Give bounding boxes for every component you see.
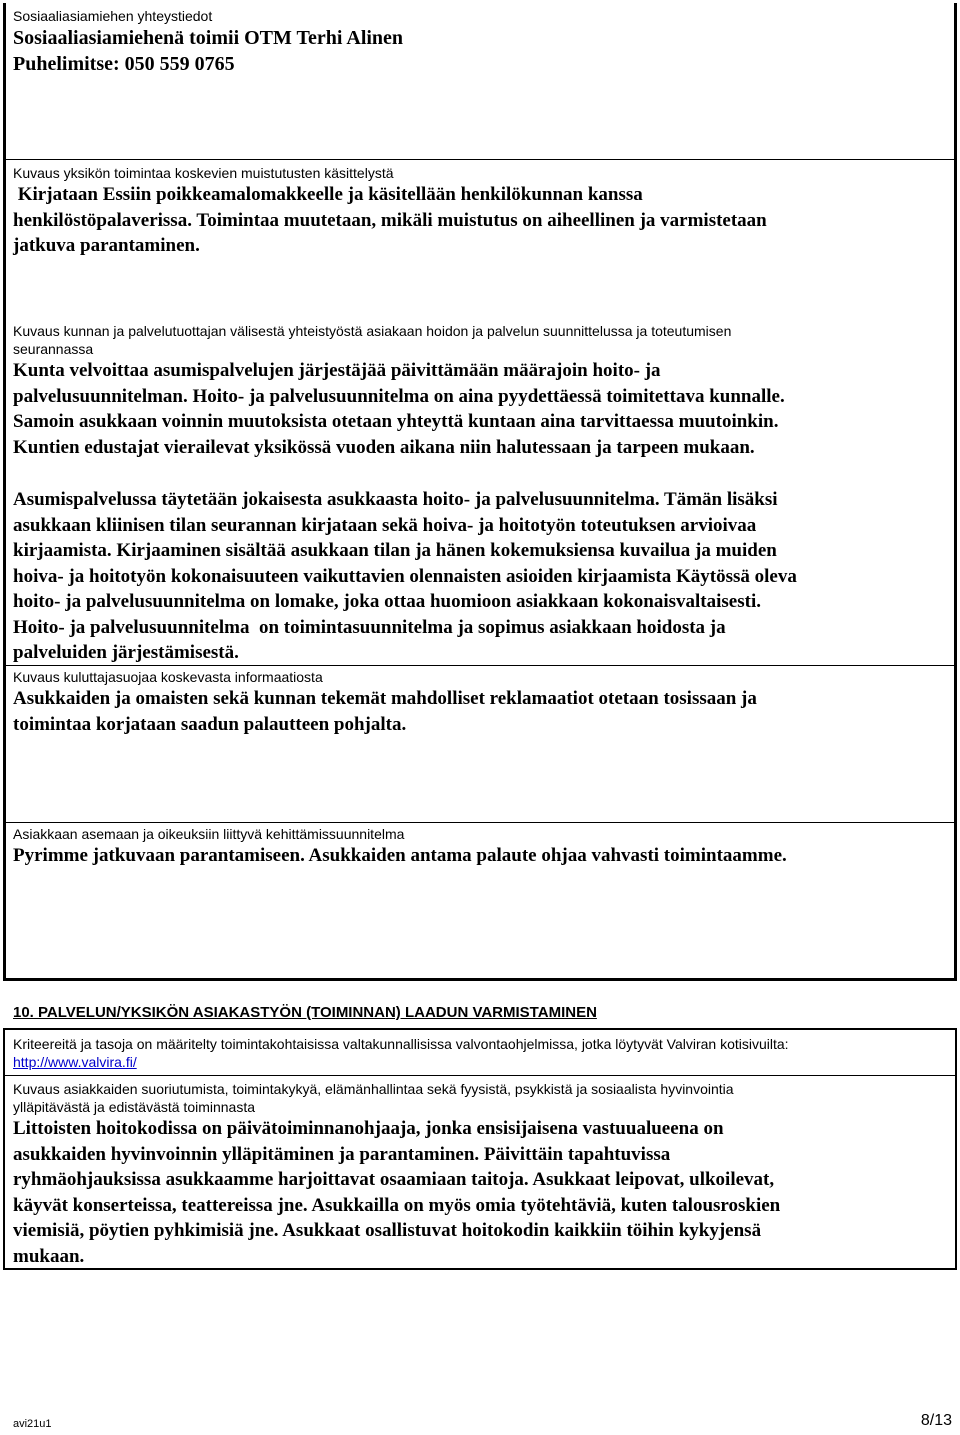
section-label: seurannassa [13, 341, 94, 357]
section-label: Kuvaus kunnan ja palvelutuottajan välisestä yhteistyöstä asiakaan hoidon ja palvelun suunnittelussa ja toteutumisen [13, 323, 732, 339]
text-line: kirjaamista. Kirjaaminen sisältää asukkaan tilan ja hänen kokemuksiensa kuvailua ja muiden [13, 540, 777, 561]
text-line: viemisiä, pöytien pyhkimisiä jne. Asukkaat osallistuvat hoitokodin kaikkiin töihin kykyjensä [13, 1220, 762, 1241]
text-line: ryhmäohjauksissa asukkaamme harjoittavat osaamiaan taitoja. Asukkaat leipovat, ulkoilevat, [13, 1169, 775, 1190]
text-line: Pyrimme jatkuvaan parantamiseen. Asukkaiden antama palaute ohjaa vahvasti toimintaamme. [13, 845, 787, 866]
text-line: Kuntien edustajat vierailevat yksikössä vuoden aikana niin halutessaan ja tarpeen mukaan. [13, 436, 755, 458]
text-line: mukaan. [13, 1245, 85, 1267]
text-line: hoito- ja palvelusuunnitelma on lomake, joka ottaa huomioon asiakkaan kokonaisvaltaisesti. [13, 591, 761, 612]
text-line: Samoin asukkaan voinnin muutoksista otetaan yhteyttä kuntaan aina tarvittaessa muutoinkin. [13, 411, 779, 432]
text-line: Littoisten hoitokodissa on päivätoiminnanohjaaja, jonka ensisijaisena vastuualueena on [13, 1118, 724, 1139]
section-label: Kuvaus asiakkaiden suoriutumista, toimintakykyä, elämänhallintaa sekä fyysistä, psykkistä ja sosiaalista hyvinvointia [13, 1081, 734, 1097]
text-line: palvelusuunnitelman. Hoito- ja palvelusuunnitelma on aina pyydettäessä toimitettava kunnalle. [13, 385, 785, 407]
text-line: asukkaiden hyvinvoinnin ylläpitäminen ja parantaminen. Päivittäin tapahtuvissa [13, 1143, 671, 1165]
section-development-plan [13, 825, 787, 869]
valvira-link[interactable]: http://www.valvira.fi/ [13, 1054, 137, 1070]
document-code: avi21u1 [13, 1418, 52, 1430]
text-line: Puhelimitse: 050 559 0765 [13, 53, 235, 75]
text-line: Hoito- ja palvelusuunnitelma on toimintasuunnitelma ja sopimus asiakkaan hoidosta ja [13, 616, 726, 638]
text-line: palveluiden järjestämisestä. [13, 642, 239, 663]
text-line: Kirjataan Essiin poikkeamalomakkeelle ja käsitellään henkilökunnan kanssa [13, 184, 643, 205]
text-line: jatkuva parantaminen. [13, 235, 200, 256]
text-line: Asukkaiden ja omaisten sekä kunnan tekemät mahdolliset reklamaatiot otetaan tosissaan ja [13, 688, 757, 709]
section-divider [3, 822, 957, 823]
blank-line [13, 460, 797, 487]
section-divider [3, 1075, 957, 1076]
section-label: Kuvaus yksikön toimintaa koskevien muistutusten käsittelystä [13, 165, 394, 181]
text-line: henkilöstöpalaverissa. Toimintaa muutetaan, mikäli muistutus on aiheellinen ja varmistetaan [13, 209, 767, 231]
text-line: toimintaa korjataan saadun palautteen pohjalta. [13, 713, 407, 735]
criteria-text: Kriteereitä ja tasoja on määritelty toimintakohtaisissa valtakunnallisissa valvontaohjelmissa, jotka löytyvät Valviran kotisivuilta: [13, 1036, 789, 1052]
criteria-block [13, 1035, 789, 1071]
text-line: Kunta velvoittaa asumispalvelujen järjestäjää päivittämään määrajoin hoito- ja [13, 360, 661, 381]
section-complaints [13, 164, 767, 259]
text-line: Asumispalvelussa täytetään jokaisesta asukkaasta hoito- ja palvelusuunnitelma. Tämän lisäksi [13, 489, 778, 510]
section-label: ylläpitävästä ja edistävästä toiminnasta [13, 1099, 256, 1115]
section-label: Asiakkaan asemaan ja oikeuksiin liittyvä kehittämissuunnitelma [13, 826, 405, 842]
section-contact [13, 7, 403, 77]
text-line: Sosiaaliasiamiehenä toimii OTM Terhi Alinen [13, 27, 404, 49]
page-number: 8/13 [920, 1412, 952, 1429]
text-line: hoiva- ja hoitotyön kokonaisuuteen vaikuttavien olennaisten asioiden kirjaamista Käytössä oleva [13, 565, 797, 587]
section-label: Kuvaus kuluttajasuojaa koskevasta informaatiosta [13, 669, 323, 685]
section-consumer-info [13, 668, 757, 737]
text-line: käyvät konserteissa, teattereissa jne. Asukkailla on myös omia työtehtäviä, kuten talousroskien [13, 1194, 781, 1216]
section-divider [3, 159, 957, 160]
section-label: Sosiaaliasiamiehen yhteystiedot [13, 8, 213, 24]
section-wellbeing [13, 1080, 780, 1269]
section-cooperation [13, 322, 797, 666]
section-heading-10: 10. PALVELUN/YKSIKÖN ASIAKASTYÖN (TOIMINNAN) LAADUN VARMISTAMINEN [13, 1004, 597, 1021]
text-line: asukkaan kliinisen tilan seurannan kirjataan sekä hoiva- ja hoitotyön toteutuksen arvioivaa [13, 514, 757, 536]
